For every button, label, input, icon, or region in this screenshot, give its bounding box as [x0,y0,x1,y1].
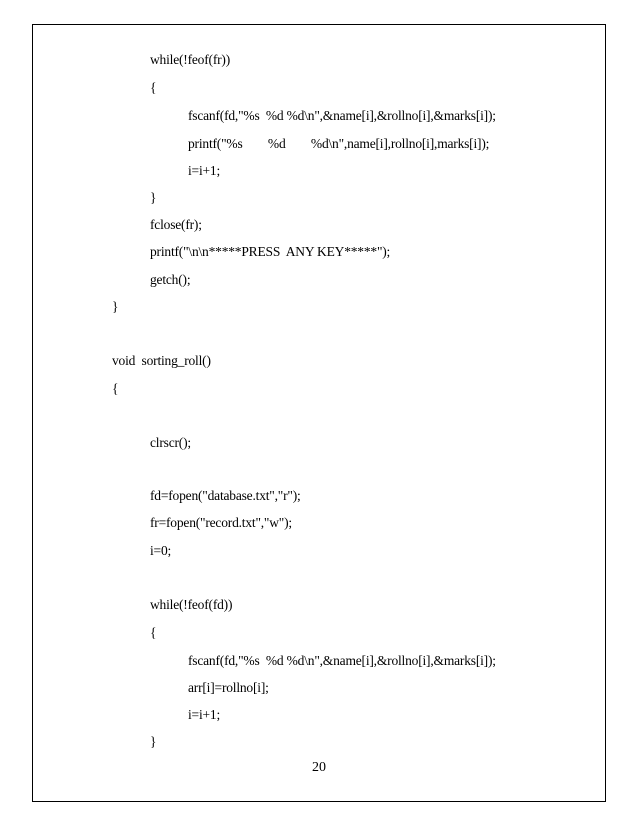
code-line: fd=fopen("database.txt","r"); [150,488,301,503]
code-line: clrscr(); [150,435,191,450]
code-line: i=i+1; [188,707,221,722]
code-line: i=i+1; [188,163,221,178]
code-line: fclose(fr); [150,217,202,232]
code-line: i=0; [150,543,172,558]
code-line: fscanf(fd,"%s %d %d\n",&name[i],&rollno[i],&marks[i]); [188,653,496,668]
code-line: while(!feof(fr)) [150,52,230,67]
code-line: arr[i]=rollno[i]; [188,680,269,695]
code-line: fscanf(fd,"%s %d %d\n",&name[i],&rollno[i],&marks[i]); [188,108,496,123]
code-line: fr=fopen("record.txt","w"); [150,515,292,530]
code-line: printf("%s %d %d\n",name[i],rollno[i],marks[i]); [188,136,490,151]
code-line: { [150,625,157,640]
code-line: { [150,80,157,95]
code-line: printf("\n\n*****PRESS ANY KEY*****"); [150,244,391,259]
code-line: void sorting_roll() [112,353,211,368]
code-line: while(!feof(fd)) [150,597,233,612]
code-line: { [112,381,119,396]
page-number: 20 [312,760,326,775]
code-line: } [150,190,157,205]
code-line: getch(); [150,272,191,287]
code-line: } [150,734,157,749]
code-line: } [112,299,119,314]
